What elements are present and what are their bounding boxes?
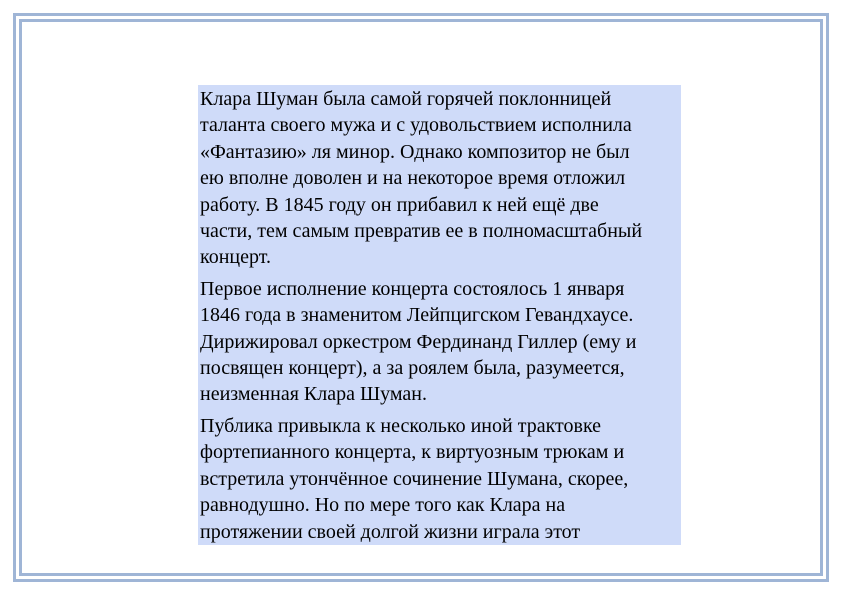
paragraph-2: Первое исполнение концерта состоялось 1 января 1846 года в знаменитом Лейпцигском Гевандхаусе. Дирижировал оркестром Фердинанд Гиллер (ему и посвящен концерт), а за роялем была, разумеется, неизменная Клара Шуман. bbox=[200, 277, 637, 406]
text-box bbox=[198, 85, 681, 545]
paragraph-3: Публика привыкла к несколько иной трактовке фортепианного концерта, к виртуозным трюкам и встретила утончённое сочинение Шумана, скорее, равнодушно. Но по мере того как Клара на протяжении своей долгой жизни играла этот bbox=[200, 414, 629, 543]
paragraph-1: Клара Шуман была самой горячей поклонницей таланта своего мужа и с удовольствием исполнила «Фантазию» ля минор. Однако композитор не был ею вполне доволен и на некоторое время отложил работу. В 1845 году он прибавил к ней ещё две части, тем самым превратив ее в полномасштабный концерт. bbox=[200, 88, 643, 269]
